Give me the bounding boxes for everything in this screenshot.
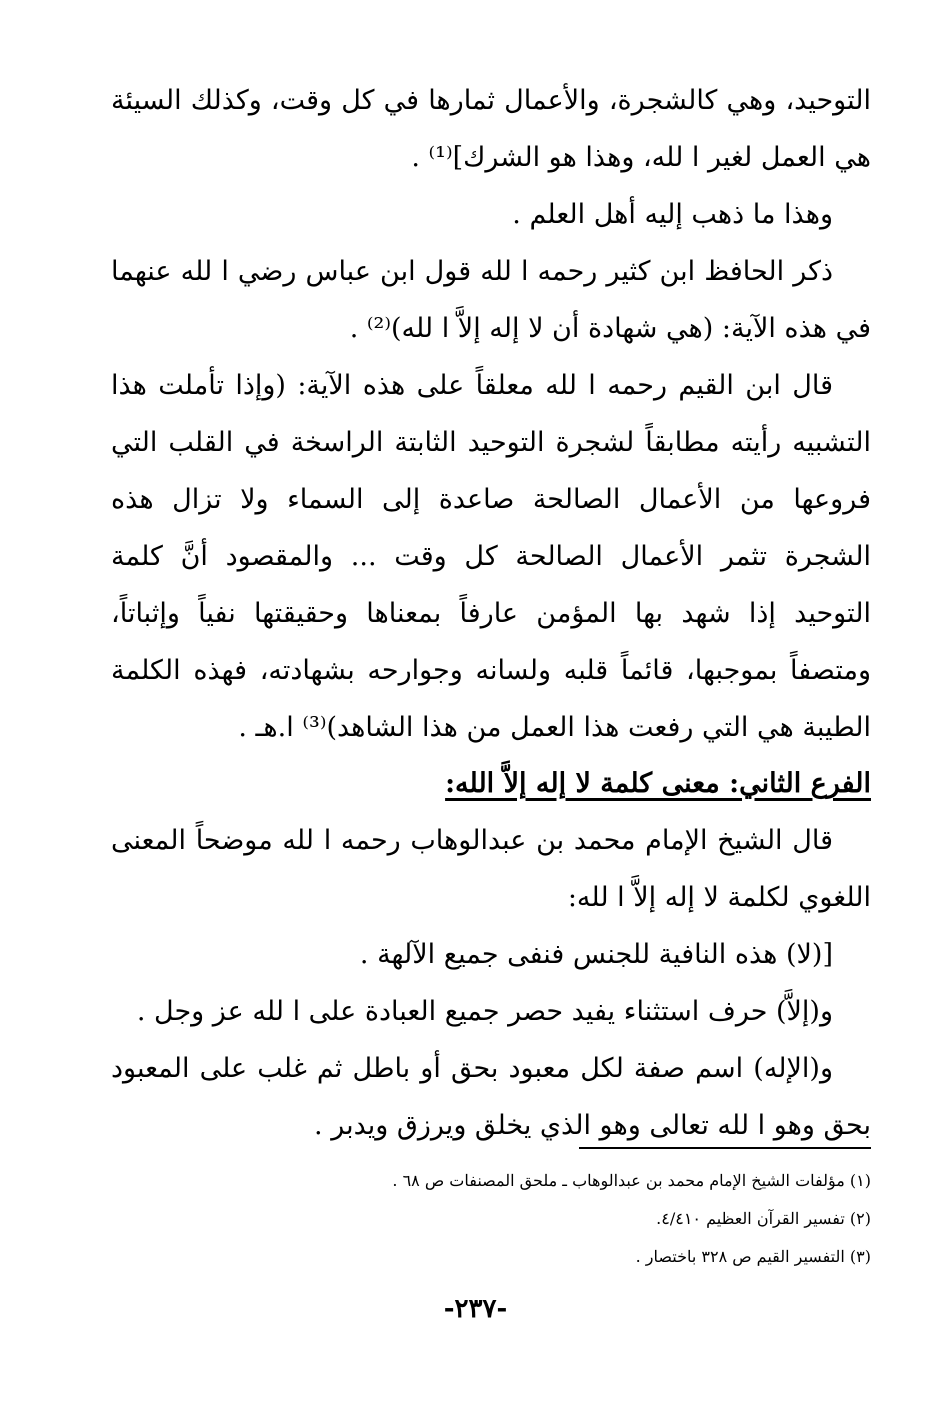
- section-heading: الفرع الثاني: معنى كلمة لا إله إلاَّ الله:: [445, 768, 871, 799]
- footnote: (٢) تفسير القرآن العظيم ٤/٤١٠.: [656, 1209, 871, 1228]
- paragraph: التوحيد، وهي كالشجرة، والأعمال ثمارها في كل وقت، وكذلك السيئة هي العمل لغير ا لله، وهذا هو الشرك]⁽¹⁾ .: [111, 85, 871, 173]
- paragraph: قال ابن القيم رحمه ا لله معلقاً على هذه الآية: (وإذا تأملت هذا التشبيه رأيته مطابقاً لشجرة التوحيد الثابتة الراسخة في القلب التي فروعها من الأعمال الصالحة صاعدة إلى السماء ولا تزال هذه الشجرة تثمر الأعمال الصالحة كل وقت ... والمقصود أنَّ كلمة التوحيد إذا شهد بها المؤمن عارفاً بمعناها وحقيقتها نفياً وإثباتاً، ومتصفاً بموجبها، قائماً قلبه ولسانه وجوارحه بشهادته، فهذه الكلمة الطيبة هي التي رفعت هذا العمل من هذا الشاهد)⁽³⁾ ا.هـ .: [111, 370, 871, 743]
- paragraph: ذكر الحافظ ابن كثير رحمه ا لله قول ابن عباس رضي ا لله عنهما في هذه الآية: (هي شهادة أن لا إله إلاَّ ا لله)⁽²⁾ .: [111, 256, 871, 344]
- paragraph: قال الشيخ الإمام محمد بن عبدالوهاب رحمه ا لله موضحاً المعنى اللغوي لكلمة لا إله إلاَّ ا لله:: [111, 825, 871, 913]
- paragraph: [(لا) هذه النافية للجنس فنفى جميع الآلهة .: [359, 939, 833, 970]
- paragraph: و(الإله) اسم صفة لكل معبود بحق أو باطل ثم غلب على المعبود بحق وهو ا لله تعالى وهو الذي يخلق ويرزق ويدبر .: [111, 1053, 871, 1141]
- paragraph: وهذا ما ذهب إليه أهل العلم .: [512, 199, 833, 230]
- page-number: -٢٣٧-: [443, 1294, 508, 1324]
- footnote: (١) مؤلفات الشيخ الإمام محمد بن عبدالوهاب ـ ملحق المصنفات ص ٦٨ .: [392, 1171, 871, 1190]
- footnote-divider: [579, 1147, 871, 1149]
- main-text: [111, 72, 871, 1154]
- paragraph: و(إلاَّ) حرف استثناء يفيد حصر جميع العبادة على ا لله عز وجل .: [136, 996, 833, 1027]
- footnotes: [111, 1162, 871, 1276]
- footnote: (٣) التفسير القيم ص ٣٢٨ باختصار .: [635, 1247, 871, 1266]
